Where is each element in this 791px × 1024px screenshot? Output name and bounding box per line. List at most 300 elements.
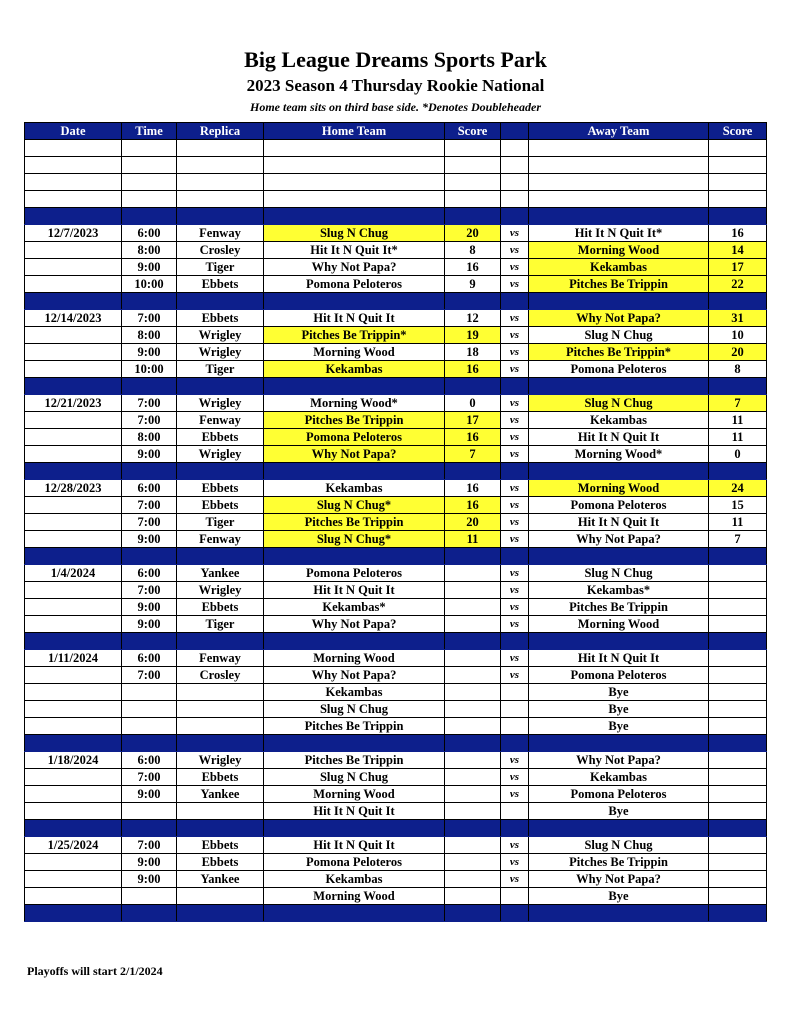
away-score-cell <box>709 701 767 718</box>
vs-cell: vs <box>501 497 529 514</box>
home-score-cell: 9 <box>445 276 501 293</box>
time-cell: 7:00 <box>122 667 177 684</box>
blank-row <box>25 174 767 191</box>
blank-cell <box>709 174 767 191</box>
home-score-cell: 20 <box>445 514 501 531</box>
replica-cell: Wrigley <box>177 752 264 769</box>
replica-cell: Yankee <box>177 565 264 582</box>
home-team-cell: Morning Wood <box>264 650 445 667</box>
home-team-cell: Morning Wood <box>264 786 445 803</box>
blank-cell <box>445 174 501 191</box>
separator-cell <box>529 208 709 225</box>
away-score-cell <box>709 837 767 854</box>
date-cell <box>25 412 122 429</box>
separator-cell <box>264 378 445 395</box>
vs-cell: vs <box>501 310 529 327</box>
away-score-cell <box>709 803 767 820</box>
separator-cell <box>177 633 264 650</box>
vs-cell: vs <box>501 446 529 463</box>
away-score-cell: 15 <box>709 497 767 514</box>
vs-cell: vs <box>501 786 529 803</box>
replica-cell: Wrigley <box>177 344 264 361</box>
vs-cell: vs <box>501 514 529 531</box>
separator-cell <box>264 208 445 225</box>
away-team-cell: Hit It N Quit It <box>529 650 709 667</box>
replica-cell <box>177 888 264 905</box>
time-cell: 7:00 <box>122 497 177 514</box>
separator-cell <box>122 378 177 395</box>
home-score-cell: 16 <box>445 361 501 378</box>
date-cell <box>25 429 122 446</box>
replica-cell: Crosley <box>177 242 264 259</box>
blank-cell <box>529 191 709 208</box>
separator-cell <box>25 463 122 480</box>
replica-cell: Ebbets <box>177 480 264 497</box>
away-team-cell: Why Not Papa? <box>529 310 709 327</box>
replica-cell: Wrigley <box>177 395 264 412</box>
game-row <box>25 718 767 735</box>
away-team-cell: Kekambas* <box>529 582 709 599</box>
home-score-cell <box>445 650 501 667</box>
replica-cell <box>177 718 264 735</box>
home-team-cell: Slug N Chug <box>264 769 445 786</box>
away-team-cell: Pomona Peloteros <box>529 786 709 803</box>
away-team-cell: Pomona Peloteros <box>529 361 709 378</box>
home-team-cell: Hit It N Quit It <box>264 803 445 820</box>
away-score-cell: 11 <box>709 412 767 429</box>
separator-cell <box>177 463 264 480</box>
game-row <box>25 582 767 599</box>
home-team-cell: Slug N Chug <box>264 701 445 718</box>
replica-cell: Yankee <box>177 871 264 888</box>
blank-cell <box>177 174 264 191</box>
game-row <box>25 310 767 327</box>
time-cell: 10:00 <box>122 276 177 293</box>
time-cell <box>122 701 177 718</box>
page-note: Home team sits on third base side. *Denotes Doubleheader <box>250 100 541 114</box>
home-score-cell <box>445 718 501 735</box>
away-score-cell <box>709 582 767 599</box>
vs-cell: vs <box>501 480 529 497</box>
time-cell: 7:00 <box>122 412 177 429</box>
blank-cell <box>501 174 529 191</box>
home-team-cell: Pomona Peloteros <box>264 854 445 871</box>
game-row <box>25 786 767 803</box>
away-score-cell: 16 <box>709 225 767 242</box>
home-team-cell: Pomona Peloteros <box>264 565 445 582</box>
away-team-cell: Pitches Be Trippin <box>529 276 709 293</box>
away-team-cell: Morning Wood <box>529 242 709 259</box>
game-row <box>25 837 767 854</box>
vs-cell <box>501 701 529 718</box>
vs-cell: vs <box>501 344 529 361</box>
game-row <box>25 514 767 531</box>
away-score-cell: 17 <box>709 259 767 276</box>
date-cell <box>25 803 122 820</box>
separator-cell <box>264 548 445 565</box>
home-team-cell: Slug N Chug <box>264 225 445 242</box>
away-score-cell <box>709 616 767 633</box>
date-cell: 1/25/2024 <box>25 837 122 854</box>
separator-cell <box>709 820 767 837</box>
separator-cell <box>264 735 445 752</box>
vs-cell: vs <box>501 871 529 888</box>
separator-cell <box>709 905 767 922</box>
home-score-cell <box>445 667 501 684</box>
blank-cell <box>264 174 445 191</box>
vs-cell: vs <box>501 242 529 259</box>
home-score-cell <box>445 565 501 582</box>
home-team-cell: Slug N Chug* <box>264 531 445 548</box>
date-cell <box>25 718 122 735</box>
vs-cell: vs <box>501 276 529 293</box>
home-score-cell: 16 <box>445 480 501 497</box>
blank-cell <box>529 174 709 191</box>
vs-cell: vs <box>501 361 529 378</box>
separator-cell <box>25 820 122 837</box>
home-score-cell: 18 <box>445 344 501 361</box>
away-team-cell: Bye <box>529 803 709 820</box>
replica-cell <box>177 803 264 820</box>
away-team-cell: Bye <box>529 888 709 905</box>
replica-cell: Wrigley <box>177 327 264 344</box>
away-score-cell <box>709 786 767 803</box>
home-team-cell: Pitches Be Trippin <box>264 752 445 769</box>
date-cell <box>25 497 122 514</box>
blank-cell <box>445 140 501 157</box>
replica-cell: Ebbets <box>177 276 264 293</box>
col-vs <box>501 123 529 140</box>
home-team-cell: Slug N Chug* <box>264 497 445 514</box>
separator-cell <box>264 905 445 922</box>
game-row <box>25 344 767 361</box>
away-score-cell: 20 <box>709 344 767 361</box>
time-cell: 6:00 <box>122 565 177 582</box>
home-score-cell <box>445 786 501 803</box>
away-score-cell: 10 <box>709 327 767 344</box>
away-score-cell <box>709 599 767 616</box>
week-separator <box>25 293 767 310</box>
home-team-cell: Kekambas <box>264 480 445 497</box>
week-separator <box>25 208 767 225</box>
separator-cell <box>122 820 177 837</box>
separator-cell <box>264 293 445 310</box>
time-cell <box>122 803 177 820</box>
time-cell: 9:00 <box>122 344 177 361</box>
game-row <box>25 565 767 582</box>
game-row <box>25 684 767 701</box>
separator-cell <box>264 633 445 650</box>
week-separator <box>25 905 767 922</box>
separator-cell <box>501 293 529 310</box>
week-separator <box>25 378 767 395</box>
blank-cell <box>122 174 177 191</box>
game-row <box>25 429 767 446</box>
replica-cell: Tiger <box>177 259 264 276</box>
away-score-cell <box>709 888 767 905</box>
blank-cell <box>25 191 122 208</box>
blank-cell <box>25 174 122 191</box>
time-cell: 8:00 <box>122 327 177 344</box>
game-row <box>25 667 767 684</box>
time-cell: 8:00 <box>122 242 177 259</box>
away-team-cell: Bye <box>529 701 709 718</box>
away-score-cell: 7 <box>709 395 767 412</box>
separator-cell <box>177 820 264 837</box>
separator-cell <box>501 633 529 650</box>
away-score-cell: 11 <box>709 429 767 446</box>
separator-cell <box>501 735 529 752</box>
home-team-cell: Hit It N Quit It <box>264 310 445 327</box>
replica-cell: Fenway <box>177 531 264 548</box>
separator-cell <box>445 820 501 837</box>
vs-cell: vs <box>501 429 529 446</box>
game-row <box>25 531 767 548</box>
separator-cell <box>501 548 529 565</box>
blank-cell <box>177 140 264 157</box>
time-cell: 6:00 <box>122 480 177 497</box>
blank-row <box>25 140 767 157</box>
time-cell: 6:00 <box>122 650 177 667</box>
week-separator <box>25 548 767 565</box>
game-row <box>25 225 767 242</box>
replica-cell: Tiger <box>177 616 264 633</box>
replica-cell: Wrigley <box>177 582 264 599</box>
page-subtitle: 2023 Season 4 Thursday Rookie National <box>246 76 545 95</box>
replica-cell <box>177 701 264 718</box>
date-cell <box>25 888 122 905</box>
separator-cell <box>177 735 264 752</box>
blank-cell <box>709 191 767 208</box>
blank-cell <box>529 157 709 174</box>
date-cell: 1/4/2024 <box>25 565 122 582</box>
separator-cell <box>122 293 177 310</box>
replica-cell: Crosley <box>177 667 264 684</box>
game-row <box>25 259 767 276</box>
blank-cell <box>25 157 122 174</box>
date-cell <box>25 599 122 616</box>
separator-cell <box>709 293 767 310</box>
away-team-cell: Slug N Chug <box>529 395 709 412</box>
vs-cell <box>501 888 529 905</box>
home-score-cell: 16 <box>445 259 501 276</box>
blank-cell <box>445 157 501 174</box>
separator-cell <box>25 208 122 225</box>
separator-cell <box>709 378 767 395</box>
vs-cell: vs <box>501 616 529 633</box>
home-score-cell <box>445 888 501 905</box>
home-team-cell: Why Not Papa? <box>264 667 445 684</box>
game-row <box>25 752 767 769</box>
away-team-cell: Bye <box>529 684 709 701</box>
separator-cell <box>177 208 264 225</box>
separator-cell <box>122 905 177 922</box>
date-cell <box>25 242 122 259</box>
replica-cell: Tiger <box>177 514 264 531</box>
vs-cell: vs <box>501 854 529 871</box>
away-score-cell <box>709 667 767 684</box>
date-cell: 12/7/2023 <box>25 225 122 242</box>
separator-cell <box>177 905 264 922</box>
vs-cell: vs <box>501 565 529 582</box>
date-cell <box>25 684 122 701</box>
separator-cell <box>177 293 264 310</box>
time-cell <box>122 718 177 735</box>
away-score-cell: 31 <box>709 310 767 327</box>
schedule-body <box>25 140 767 922</box>
date-cell <box>25 531 122 548</box>
game-row <box>25 497 767 514</box>
home-score-cell: 0 <box>445 395 501 412</box>
home-team-cell: Pitches Be Trippin <box>264 514 445 531</box>
separator-cell <box>501 905 529 922</box>
col-replica: Replica <box>177 123 264 140</box>
blank-cell <box>122 140 177 157</box>
game-row <box>25 327 767 344</box>
game-row <box>25 395 767 412</box>
separator-cell <box>25 905 122 922</box>
blank-row <box>25 191 767 208</box>
separator-cell <box>709 735 767 752</box>
separator-cell <box>529 905 709 922</box>
replica-cell: Ebbets <box>177 837 264 854</box>
home-team-cell: Pomona Peloteros <box>264 429 445 446</box>
home-score-cell: 11 <box>445 531 501 548</box>
time-cell: 7:00 <box>122 395 177 412</box>
time-cell <box>122 684 177 701</box>
vs-cell: vs <box>501 837 529 854</box>
date-cell: 12/28/2023 <box>25 480 122 497</box>
replica-cell: Ebbets <box>177 310 264 327</box>
away-score-cell <box>709 871 767 888</box>
away-score-cell: 0 <box>709 446 767 463</box>
replica-cell: Ebbets <box>177 497 264 514</box>
time-cell: 7:00 <box>122 769 177 786</box>
separator-cell <box>122 463 177 480</box>
separator-cell <box>529 735 709 752</box>
away-score-cell: 22 <box>709 276 767 293</box>
vs-cell: vs <box>501 650 529 667</box>
time-cell: 9:00 <box>122 854 177 871</box>
away-team-cell: Slug N Chug <box>529 837 709 854</box>
home-score-cell <box>445 616 501 633</box>
header-row <box>25 123 767 140</box>
time-cell: 9:00 <box>122 616 177 633</box>
time-cell: 9:00 <box>122 599 177 616</box>
away-score-cell: 8 <box>709 361 767 378</box>
replica-cell: Ebbets <box>177 429 264 446</box>
page-title: Big League Dreams Sports Park <box>244 47 547 72</box>
home-team-cell: Morning Wood* <box>264 395 445 412</box>
time-cell: 7:00 <box>122 582 177 599</box>
date-cell <box>25 616 122 633</box>
away-score-cell: 7 <box>709 531 767 548</box>
date-cell <box>25 514 122 531</box>
time-cell: 6:00 <box>122 225 177 242</box>
away-team-cell: Hit It N Quit It* <box>529 225 709 242</box>
separator-cell <box>25 293 122 310</box>
home-score-cell <box>445 582 501 599</box>
replica-cell <box>177 684 264 701</box>
time-cell: 10:00 <box>122 361 177 378</box>
time-cell: 9:00 <box>122 871 177 888</box>
date-cell <box>25 344 122 361</box>
separator-cell <box>122 633 177 650</box>
date-cell <box>25 701 122 718</box>
blank-cell <box>122 191 177 208</box>
home-team-cell: Morning Wood <box>264 888 445 905</box>
separator-cell <box>25 735 122 752</box>
vs-cell: vs <box>501 769 529 786</box>
separator-cell <box>709 463 767 480</box>
home-team-cell: Kekambas <box>264 871 445 888</box>
game-row <box>25 599 767 616</box>
home-team-cell: Pitches Be Trippin <box>264 412 445 429</box>
away-team-cell: Kekambas <box>529 412 709 429</box>
home-score-cell <box>445 871 501 888</box>
blank-cell <box>529 140 709 157</box>
game-row <box>25 361 767 378</box>
away-score-cell <box>709 854 767 871</box>
home-team-cell: Hit It N Quit It <box>264 837 445 854</box>
game-row <box>25 480 767 497</box>
separator-cell <box>445 548 501 565</box>
vs-cell: vs <box>501 582 529 599</box>
separator-cell <box>445 735 501 752</box>
home-team-cell: Morning Wood <box>264 344 445 361</box>
separator-cell <box>709 548 767 565</box>
home-score-cell: 17 <box>445 412 501 429</box>
away-score-cell: 14 <box>709 242 767 259</box>
replica-cell: Yankee <box>177 786 264 803</box>
game-row <box>25 412 767 429</box>
away-score-cell: 24 <box>709 480 767 497</box>
game-row <box>25 242 767 259</box>
vs-cell: vs <box>501 259 529 276</box>
separator-cell <box>264 463 445 480</box>
blank-cell <box>25 140 122 157</box>
replica-cell: Ebbets <box>177 599 264 616</box>
home-team-cell: Hit It N Quit It* <box>264 242 445 259</box>
game-row <box>25 854 767 871</box>
separator-cell <box>501 208 529 225</box>
home-team-cell: Kekambas <box>264 361 445 378</box>
separator-cell <box>25 378 122 395</box>
week-separator <box>25 735 767 752</box>
home-score-cell <box>445 837 501 854</box>
date-cell <box>25 327 122 344</box>
separator-cell <box>445 905 501 922</box>
date-cell <box>25 769 122 786</box>
blank-cell <box>709 157 767 174</box>
away-score-cell <box>709 565 767 582</box>
home-team-cell: Why Not Papa? <box>264 259 445 276</box>
away-score-cell: 11 <box>709 514 767 531</box>
separator-cell <box>529 293 709 310</box>
time-cell: 9:00 <box>122 259 177 276</box>
home-score-cell: 19 <box>445 327 501 344</box>
replica-cell: Fenway <box>177 412 264 429</box>
away-team-cell: Morning Wood <box>529 616 709 633</box>
blank-cell <box>501 140 529 157</box>
col-home-score: Score <box>445 123 501 140</box>
away-team-cell: Slug N Chug <box>529 565 709 582</box>
time-cell: 7:00 <box>122 310 177 327</box>
separator-cell <box>501 820 529 837</box>
home-score-cell: 20 <box>445 225 501 242</box>
game-row <box>25 650 767 667</box>
game-row <box>25 769 767 786</box>
